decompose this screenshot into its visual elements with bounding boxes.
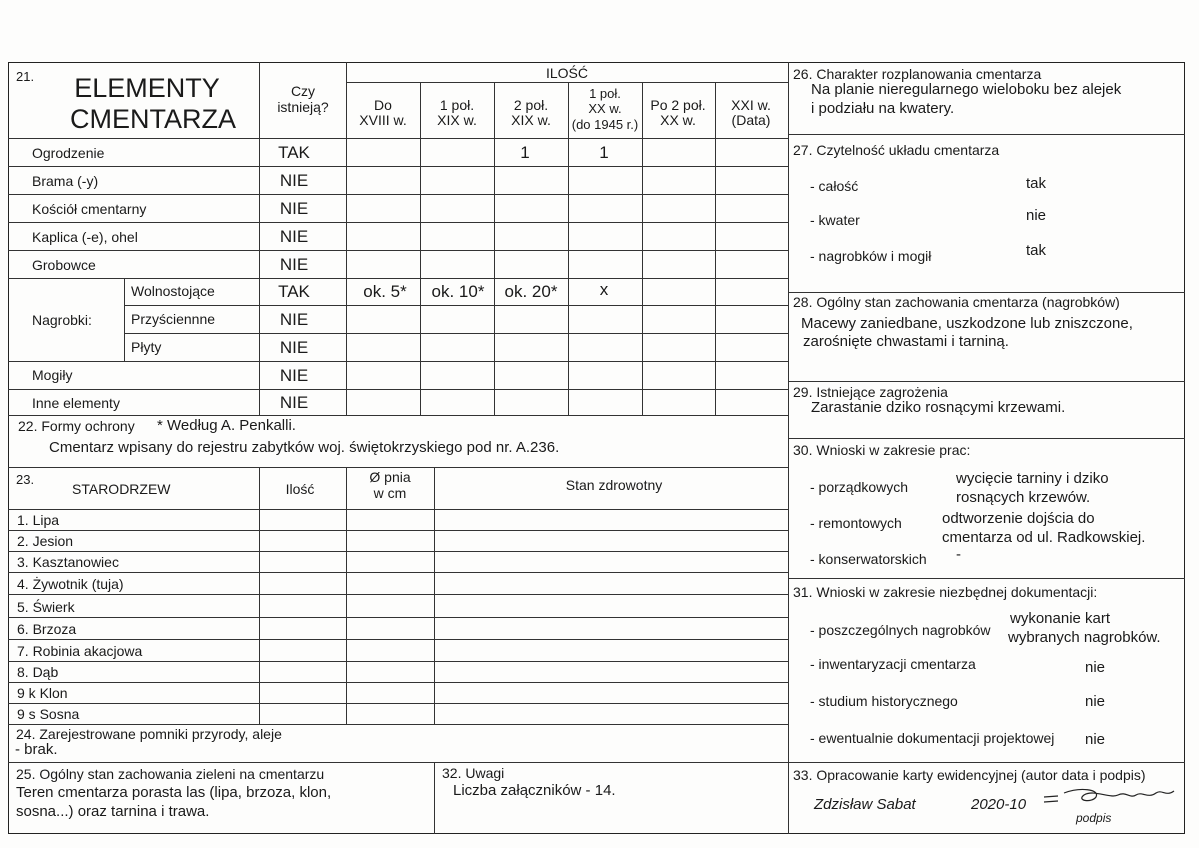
item-value: nie [1026,207,1047,224]
section-label: 32. Uwagi [442,765,505,781]
row-label: Inne elementy [32,395,120,411]
item-label: - porządkowych [810,479,909,495]
row-exists: NIE [279,199,309,218]
signature-icon [1040,783,1180,813]
protection-text: Cmentarz wpisany do rejestru zabytków woj. świętokrzyskiego pod nr. A.236. [49,439,560,456]
period-header: Po 2 poł. [650,97,706,113]
section-label: 33. Opracowanie karty ewidencyjnej (autor data i podpis) [793,767,1146,783]
author-name: Zdzisław Sabat [814,796,916,813]
period-header: XX w. [588,101,622,116]
item-value: odtworzenie dojścia do [942,510,1095,527]
item-label: - remontowych [810,515,902,531]
row-exists: TAK [278,282,310,301]
item-label: - inwentaryzacji cmentarza [810,656,976,672]
section-number: 21. [16,69,35,84]
item-label: - całość [810,178,859,194]
col-qty: Ilość [285,481,315,497]
period-header: (do 1945 r.) [571,117,639,132]
item-value: nie [1085,731,1106,748]
item-label: - kwater [810,212,860,228]
section-label: 25. Ogólny stan zachowania zieleni na cmentarzu [16,766,325,782]
period-header: 1 poł. [439,97,475,113]
item-label: - konserwatorskich [810,551,927,567]
row-exists: NIE [279,171,309,190]
tree-item: 7. Robinia akacjowa [17,643,143,659]
section-value-line1: Na planie nieregularnego wieloboku bez alejek [811,81,1122,98]
section-title: STARODRZEW [72,481,171,497]
row-label: Kaplica (-e), ohel [32,229,138,245]
section-number: 23. [16,472,35,487]
section-label: 24. Zarejestrowane pomniki przyrody, aleje [16,726,282,742]
col-diameter: Ø pnia [369,469,411,485]
row-label: Kościół cmentarny [32,201,147,217]
section-label: 22. Formy ochrony [18,418,135,434]
item-value: nie [1085,693,1106,710]
row-label: Brama (-y) [32,173,99,189]
section-label: 26. Charakter rozplanowania cmentarza [793,66,1042,82]
item-value: wycięcie tarniny i dziko [956,470,1109,487]
item-value: tak [1026,242,1047,259]
tree-item: 3. Kasztanowiec [17,554,119,570]
row-count: 1 [599,143,609,162]
period-header: XX w. [660,112,696,128]
period-header: XIX w. [511,112,551,128]
tree-item: 6. Brzoza [17,621,77,637]
tree-item: 2. Jesion [17,533,74,549]
row-exists: NIE [279,393,309,412]
item-label: - poszczególnych nagrobków [810,622,991,638]
section-label: 30. Wnioski w zakresie prac: [793,442,971,458]
section-label: 27. Czytelność układu cmentarza [793,142,1000,158]
col-exists-l1: Czy [290,83,316,99]
row-label: Wolnostojące [131,283,215,299]
row-exists: NIE [279,338,309,357]
row-exists: NIE [279,255,309,274]
row-count: ok. 20* [504,282,558,301]
item-value: wybranych nagrobków. [1008,629,1161,646]
signature-caption: podpis [1076,811,1112,825]
tree-item: 5. Świerk [17,599,75,615]
row-count: x [599,280,609,299]
nagrobki-label: Nagrobki: [32,312,92,328]
section-value-line1: Macewy zaniedbane, uszkodzone lub zniszczone, [801,315,1133,332]
section-title-line2: CMENTARZA [70,104,236,134]
section-value-line2: zarośnięte chwastami i tarniną. [803,333,1009,350]
row-exists: TAK [278,143,310,162]
col-health: Stan zdrowotny [565,477,663,493]
section-label: 31. Wnioski w zakresie niezbędnej dokumentacji: [793,584,1098,600]
item-label: - studium historycznego [810,693,958,709]
section-value: Liczba załączników - 14. [453,782,616,799]
item-value: cmentarza od ul. Radkowskiej. [942,529,1146,546]
row-label: Przyściennne [131,311,216,327]
row-label: Mogiły [32,367,73,383]
item-label: - nagrobków i mogił [810,248,932,264]
item-value: rosnących krzewów. [956,489,1091,506]
row-count: 1 [520,143,530,162]
row-exists: NIE [279,227,309,246]
ilosc-header: ILOŚĆ [545,65,589,81]
item-value: wykonanie kart [1010,610,1111,627]
card-date: 2020-10 [971,796,1027,813]
period-header: 1 poł. [589,86,621,101]
tree-item: 9 k Klon [17,685,68,701]
section-value: Zarastanie dziko rosnącymi krzewami. [811,399,1066,416]
section-value-line2: i podziału na kwatery. [811,100,955,117]
row-label: Płyty [131,339,162,355]
tree-item: 4. Żywotnik (tuja) [17,576,124,592]
section-label: 28. Ogólny stan zachowania cmentarza (nagrobków) [793,294,1120,310]
row-exists: NIE [279,366,309,385]
row-count: ok. 10* [431,282,485,301]
period-header: XXI w. [731,97,771,113]
tree-item: 9 s Sosna [17,706,80,722]
section-value-line1: Teren cmentarza porasta las (lipa, brzoza, klon, [16,784,332,801]
section-value-line2: sosna...) oraz tarnina i trawa. [16,803,210,820]
tree-item: 8. Dąb [17,664,59,680]
period-header: (Data) [731,112,771,128]
col-diameter-unit: w cm [373,485,407,501]
item-value: nie [1085,659,1106,676]
period-header: XIX w. [437,112,477,128]
tree-item: 1. Lipa [17,512,60,528]
row-count: ok. 5* [363,282,407,301]
row-label: Ogrodzenie [32,145,105,161]
col-exists-l2: istnieją? [277,99,329,115]
row-label: Grobowce [32,257,96,273]
item-value: - [956,546,961,563]
section-title: ELEMENTY [74,73,220,103]
period-header: 2 poł. [513,97,549,113]
row-exists: NIE [279,310,309,329]
section-value: - brak. [15,741,58,758]
item-value: tak [1026,175,1047,192]
protection-note: * Według A. Penkalli. [157,417,296,434]
section-label: 29. Istniejące zagrożenia [793,384,948,400]
item-label: - ewentualnie dokumentacji projektowej [810,730,1055,746]
period-header: XVIII w. [359,112,407,128]
period-header: Do [374,97,392,113]
